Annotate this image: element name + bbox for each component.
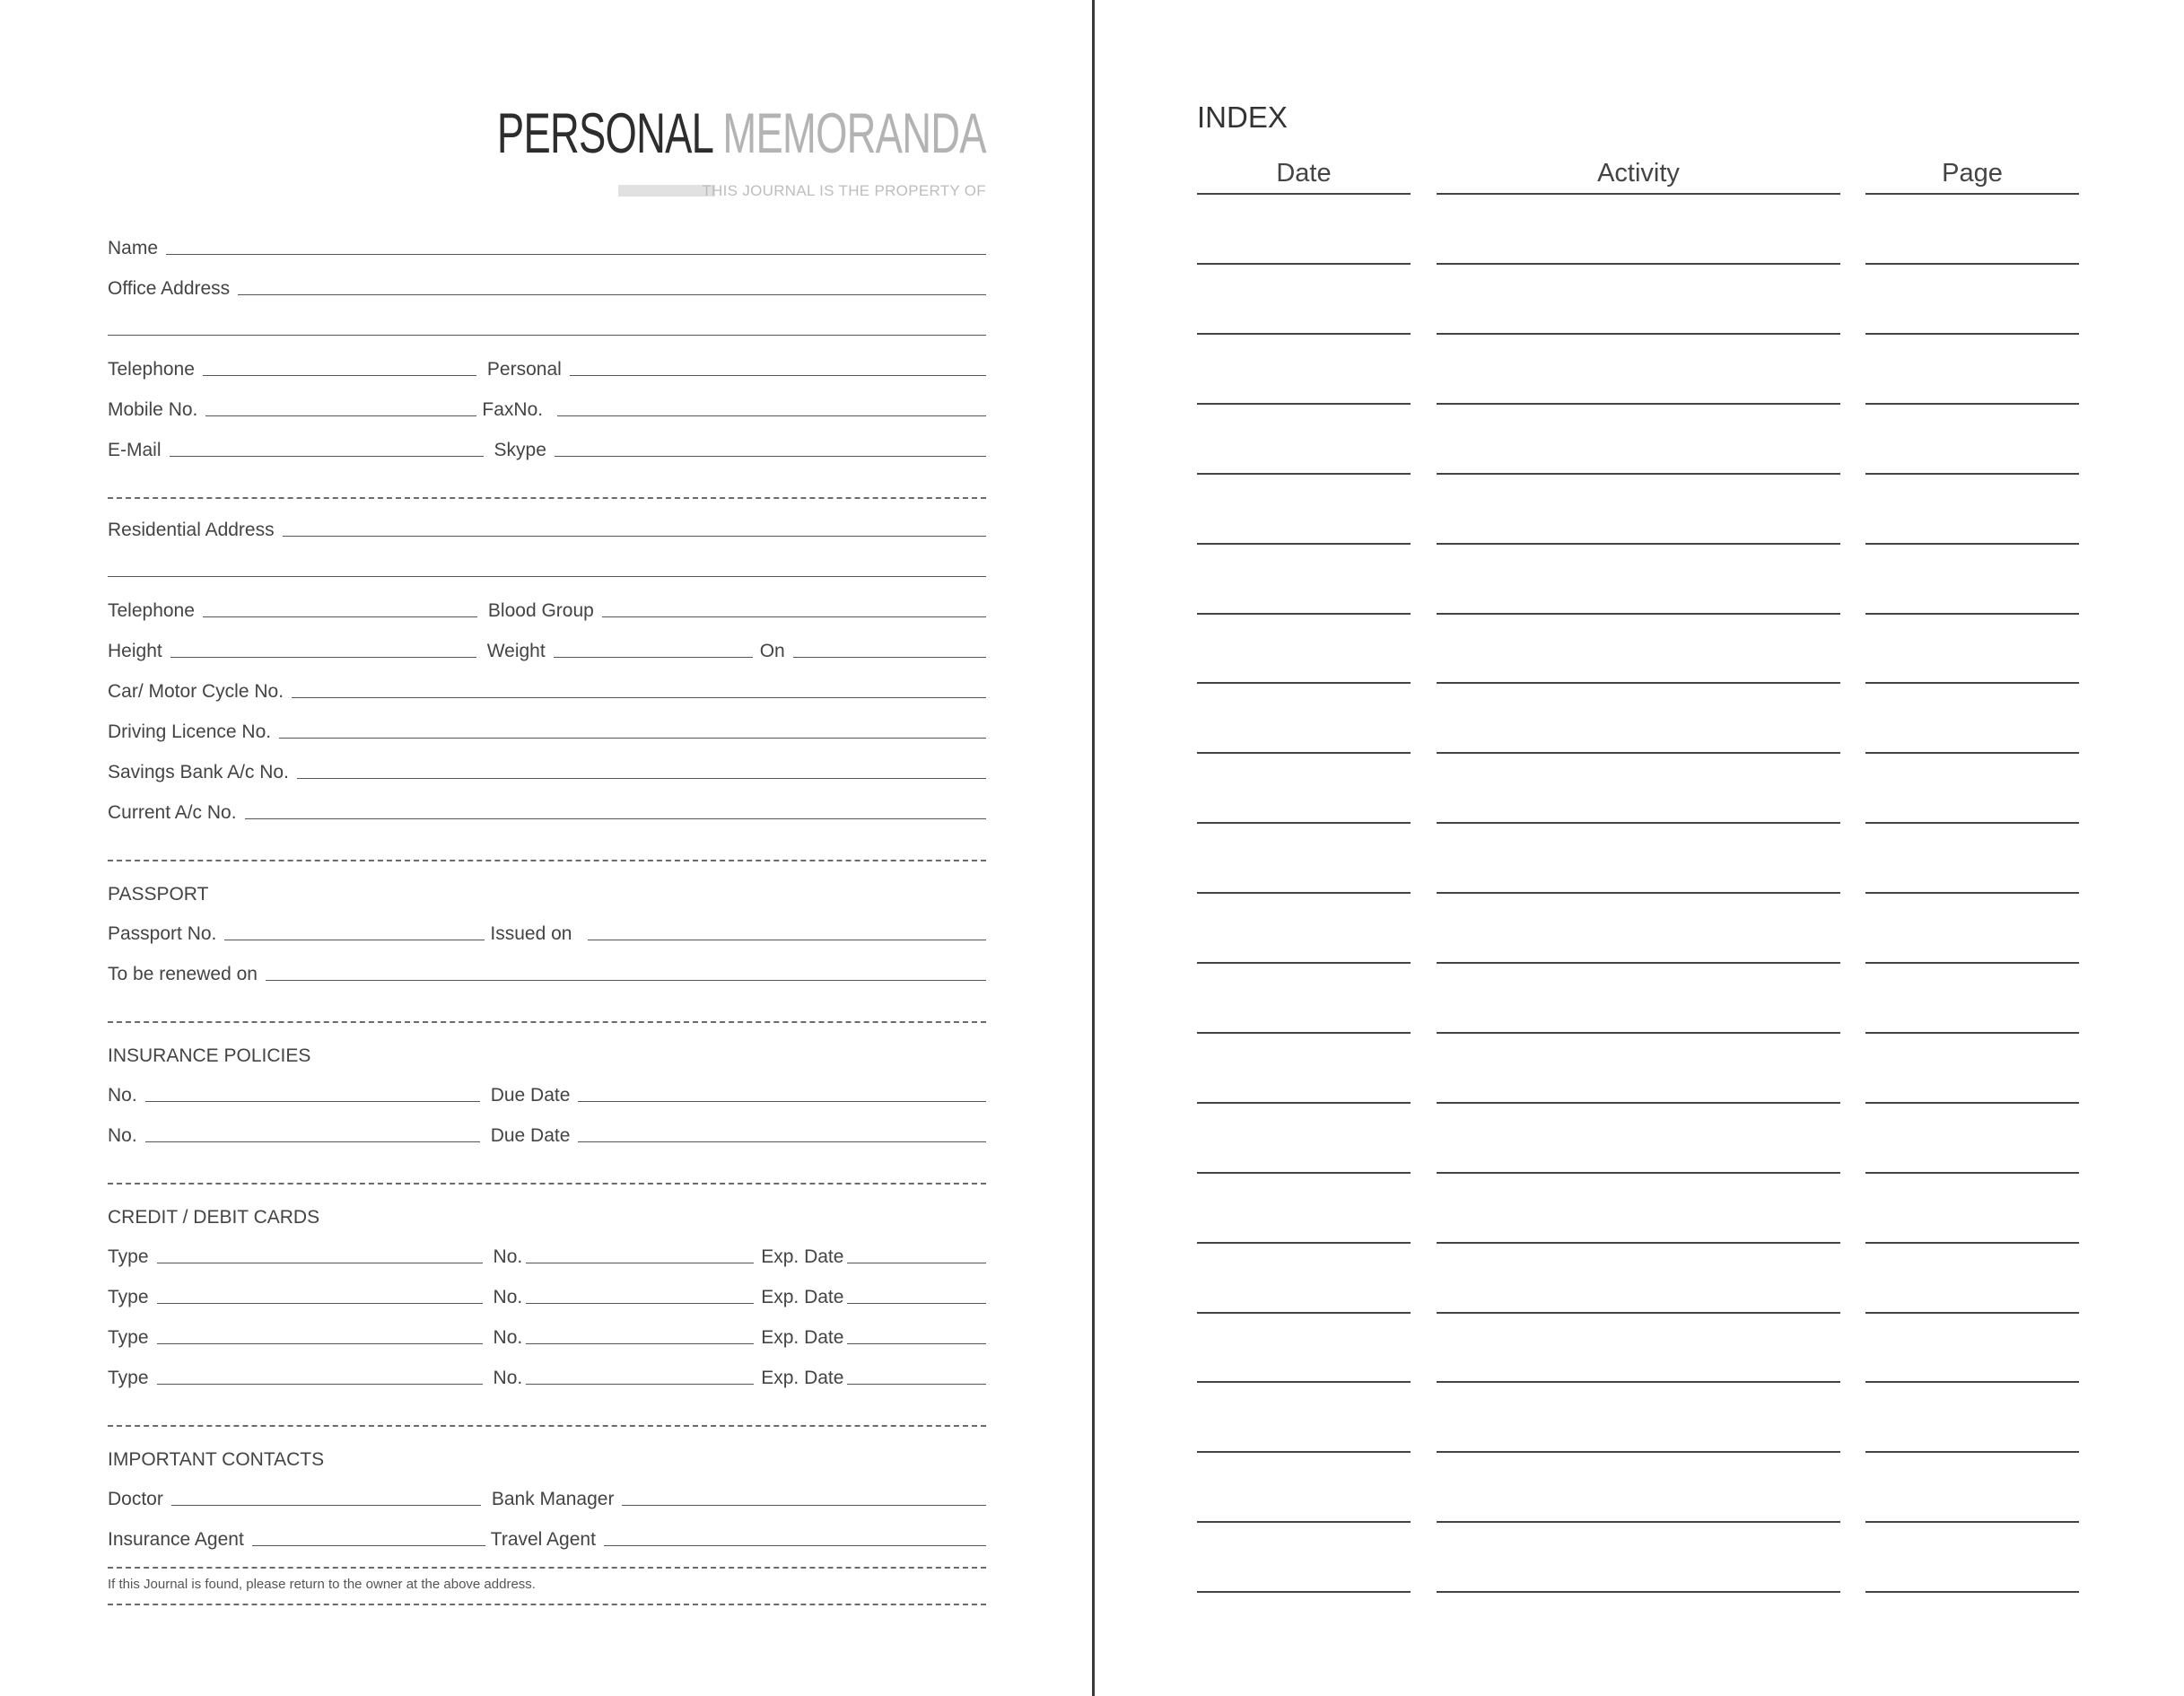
exp-date-label: Exp. Date xyxy=(761,1327,844,1348)
index-activity-line[interactable] xyxy=(1437,1242,1840,1244)
index-page-line[interactable] xyxy=(1865,1591,2079,1593)
savings-label: Savings Bank A/c No. xyxy=(108,762,289,782)
skype-label: Skype xyxy=(494,440,546,460)
due-date-label: Due Date xyxy=(490,1085,571,1106)
mobile-row xyxy=(108,393,986,422)
height-line[interactable] xyxy=(170,657,476,658)
index-page-line[interactable] xyxy=(1865,473,2079,475)
index-header-page: Page xyxy=(1865,159,2079,195)
current-line[interactable] xyxy=(245,818,986,819)
section-divider xyxy=(108,860,986,861)
return-note: If this Journal is found, please return to the owner at the above address. xyxy=(108,1577,536,1592)
index-page-line[interactable] xyxy=(1865,1521,2079,1523)
card-row xyxy=(108,1281,986,1309)
cards-heading: CREDIT / DEBIT CARDS xyxy=(108,1207,320,1228)
name-row xyxy=(108,232,986,260)
index-page-line[interactable] xyxy=(1865,263,2079,265)
card-type-line[interactable] xyxy=(157,1303,483,1304)
index-activity-line[interactable] xyxy=(1437,613,1840,615)
index-page-line[interactable] xyxy=(1865,543,2079,545)
index-date-line[interactable] xyxy=(1197,1172,1411,1174)
travel-agent-label: Travel Agent xyxy=(490,1529,596,1550)
index-title: INDEX xyxy=(1197,101,1288,134)
index-date-line[interactable] xyxy=(1197,1591,1411,1593)
telephone2-line[interactable] xyxy=(203,616,477,617)
index-activity-line[interactable] xyxy=(1437,822,1840,824)
index-activity-line[interactable] xyxy=(1437,682,1840,684)
index-activity-line[interactable] xyxy=(1437,752,1840,754)
index-page-line[interactable] xyxy=(1865,1172,2079,1174)
index-header-date: Date xyxy=(1197,159,1411,195)
exp-date-line[interactable] xyxy=(847,1343,986,1344)
index-page-line[interactable] xyxy=(1865,822,2079,824)
residential-line[interactable] xyxy=(283,536,986,537)
blood-group-line[interactable] xyxy=(602,616,986,617)
insurance-row xyxy=(108,1119,986,1148)
telephone-label: Telephone xyxy=(108,359,195,380)
issued-on-label: Issued on xyxy=(490,923,572,944)
renew-row xyxy=(108,957,986,986)
book-spine xyxy=(1092,0,1095,1696)
index-activity-line[interactable] xyxy=(1437,543,1840,545)
section-divider xyxy=(108,1604,986,1605)
property-subtitle xyxy=(618,182,986,198)
index-activity-line[interactable] xyxy=(1437,333,1840,335)
index-activity-line[interactable] xyxy=(1437,263,1840,265)
index-page-line[interactable] xyxy=(1865,1381,2079,1383)
on-line[interactable] xyxy=(793,657,986,658)
index-date-line[interactable] xyxy=(1197,1451,1411,1453)
telephone2-row xyxy=(108,594,986,623)
index-page-line[interactable] xyxy=(1865,1451,2079,1453)
card-type-label: Type xyxy=(108,1368,149,1388)
email-line[interactable] xyxy=(170,456,484,457)
renew-line[interactable] xyxy=(266,980,986,981)
card-type-label: Type xyxy=(108,1327,149,1348)
card-no-label: No. xyxy=(493,1246,523,1267)
residential-label: Residential Address xyxy=(108,520,275,540)
index-page-line[interactable] xyxy=(1865,1312,2079,1314)
index-date-line[interactable] xyxy=(1197,1381,1411,1383)
index-activity-line[interactable] xyxy=(1437,962,1840,964)
index-date-line[interactable] xyxy=(1197,473,1411,475)
height-label: Height xyxy=(108,641,162,661)
office-address-row-2 xyxy=(108,312,986,341)
index-page-line[interactable] xyxy=(1865,752,2079,754)
insurance-no-line[interactable] xyxy=(145,1141,480,1142)
agent-row xyxy=(108,1523,986,1552)
driving-licence-line[interactable] xyxy=(279,738,986,739)
title-light: MEMORANDA xyxy=(722,102,986,165)
index-page-line[interactable] xyxy=(1865,962,2079,964)
index-page-line[interactable] xyxy=(1865,333,2079,335)
office-address-row xyxy=(108,272,986,301)
index-date-line[interactable] xyxy=(1197,682,1411,684)
personal-label: Personal xyxy=(486,359,562,380)
savings-row xyxy=(108,756,986,784)
telephone-line[interactable] xyxy=(203,375,476,376)
card-no-line[interactable] xyxy=(526,1384,754,1385)
insurance-no-label: No. xyxy=(108,1085,137,1106)
index-activity-line[interactable] xyxy=(1437,892,1840,894)
card-no-label: No. xyxy=(493,1287,523,1307)
passport-row xyxy=(108,917,986,946)
height-row xyxy=(108,634,986,663)
index-date-line[interactable] xyxy=(1197,1521,1411,1523)
index-activity-line[interactable] xyxy=(1437,1381,1840,1383)
contacts-heading: IMPORTANT CONTACTS xyxy=(108,1449,325,1470)
index-page-line[interactable] xyxy=(1865,892,2079,894)
index-date-line[interactable] xyxy=(1197,962,1411,964)
telephone-row xyxy=(108,353,986,381)
index-date-line[interactable] xyxy=(1197,1102,1411,1104)
insurance-no-line[interactable] xyxy=(145,1101,480,1102)
card-no-line[interactable] xyxy=(526,1303,754,1304)
renew-label: To be renewed on xyxy=(108,964,258,984)
insurance-agent-label: Insurance Agent xyxy=(108,1529,244,1550)
index-page-line[interactable] xyxy=(1865,1102,2079,1104)
savings-line[interactable] xyxy=(297,778,986,779)
vehicle-label: Car/ Motor Cycle No. xyxy=(108,681,284,702)
office-address-line-2[interactable] xyxy=(108,335,986,336)
mobile-line[interactable] xyxy=(205,415,476,416)
current-label: Current A/c No. xyxy=(108,802,237,823)
travel-agent-line[interactable] xyxy=(604,1545,986,1546)
index-date-line[interactable] xyxy=(1197,1312,1411,1314)
due-date-line[interactable] xyxy=(578,1101,986,1102)
office-address-label: Office Address xyxy=(108,278,231,299)
on-label: On xyxy=(759,641,785,661)
index-page-line[interactable] xyxy=(1865,1242,2079,1244)
personal-line[interactable] xyxy=(570,375,986,376)
due-date-line[interactable] xyxy=(578,1141,986,1142)
fax-line[interactable] xyxy=(557,415,986,416)
bank-manager-line[interactable] xyxy=(622,1505,986,1506)
index-page-line[interactable] xyxy=(1865,403,2079,405)
exp-date-label: Exp. Date xyxy=(761,1368,844,1388)
index-header-activity: Activity xyxy=(1437,159,1840,195)
index-date-line[interactable] xyxy=(1197,1242,1411,1244)
index-activity-line[interactable] xyxy=(1437,473,1840,475)
exp-date-line[interactable] xyxy=(847,1384,986,1385)
index-date-line[interactable] xyxy=(1197,752,1411,754)
index-activity-line[interactable] xyxy=(1437,1102,1840,1104)
bank-manager-label: Bank Manager xyxy=(491,1489,615,1509)
index-activity-line[interactable] xyxy=(1437,1172,1840,1174)
index-page-line[interactable] xyxy=(1865,682,2079,684)
index-activity-line[interactable] xyxy=(1437,403,1840,405)
card-row xyxy=(108,1321,986,1350)
email-label: E-Mail xyxy=(108,440,162,460)
name-line[interactable] xyxy=(166,254,986,255)
section-divider xyxy=(108,1567,986,1569)
index-date-line[interactable] xyxy=(1197,892,1411,894)
skype-line[interactable] xyxy=(555,456,986,457)
index-date-line[interactable] xyxy=(1197,333,1411,335)
current-row xyxy=(108,796,986,825)
exp-date-label: Exp. Date xyxy=(761,1246,844,1267)
doctor-label: Doctor xyxy=(108,1489,163,1509)
section-divider xyxy=(108,1183,986,1185)
card-no-label: No. xyxy=(493,1368,523,1388)
blood-group-label: Blood Group xyxy=(487,600,594,621)
vehicle-line[interactable] xyxy=(292,697,986,698)
card-type-label: Type xyxy=(108,1246,149,1267)
card-no-line[interactable] xyxy=(526,1343,754,1344)
exp-date-label: Exp. Date xyxy=(761,1287,844,1307)
passport-heading: PASSPORT xyxy=(108,884,209,905)
doctor-line[interactable] xyxy=(171,1505,481,1506)
subtitle-bar xyxy=(618,185,715,197)
residential-row xyxy=(108,513,986,542)
index-page-line[interactable] xyxy=(1865,1032,2079,1034)
index-page-line[interactable] xyxy=(1865,613,2079,615)
card-row xyxy=(108,1240,986,1269)
exp-date-line[interactable] xyxy=(847,1303,986,1304)
due-date-label: Due Date xyxy=(490,1125,571,1146)
mobile-label: Mobile No. xyxy=(108,399,198,420)
insurance-no-label: No. xyxy=(108,1125,137,1146)
doctor-row xyxy=(108,1482,986,1511)
section-divider xyxy=(108,1425,986,1427)
memoranda-title xyxy=(497,102,986,176)
section-divider xyxy=(108,497,986,499)
index-date-line[interactable] xyxy=(1197,822,1411,824)
index-date-line[interactable] xyxy=(1197,403,1411,405)
weight-label: Weight xyxy=(486,641,546,661)
card-row xyxy=(108,1361,986,1390)
title-dark: PERSONAL xyxy=(497,102,712,165)
driving-licence-row xyxy=(108,715,986,744)
index-date-line[interactable] xyxy=(1197,543,1411,545)
insurance-row xyxy=(108,1079,986,1107)
name-label: Name xyxy=(108,238,159,258)
insurance-heading: INSURANCE POLICIES xyxy=(108,1045,311,1066)
index-activity-line[interactable] xyxy=(1437,1312,1840,1314)
card-type-label: Type xyxy=(108,1287,149,1307)
office-address-line[interactable] xyxy=(238,294,986,295)
weight-line[interactable] xyxy=(554,657,753,658)
index-date-line[interactable] xyxy=(1197,1032,1411,1034)
passport-number-label: Passport No. xyxy=(108,923,217,944)
index-date-line[interactable] xyxy=(1197,263,1411,265)
insurance-agent-line[interactable] xyxy=(252,1545,485,1546)
driving-licence-label: Driving Licence No. xyxy=(108,721,272,742)
section-divider xyxy=(108,1021,986,1023)
index-activity-line[interactable] xyxy=(1437,1521,1840,1523)
telephone2-label: Telephone xyxy=(108,600,195,621)
index-activity-line[interactable] xyxy=(1437,1591,1840,1593)
vehicle-row xyxy=(108,675,986,704)
residential-row-2 xyxy=(108,554,986,582)
index-activity-line[interactable] xyxy=(1437,1451,1840,1453)
card-no-label: No. xyxy=(493,1327,523,1348)
index-date-line[interactable] xyxy=(1197,613,1411,615)
card-type-line[interactable] xyxy=(157,1343,483,1344)
email-row xyxy=(108,433,986,462)
subtitle-text: THIS JOURNAL IS THE PROPERTY OF xyxy=(702,182,986,199)
residential-line-2[interactable] xyxy=(108,576,986,577)
fax-label: FaxNo. xyxy=(482,399,544,420)
card-type-line[interactable] xyxy=(157,1384,483,1385)
index-activity-line[interactable] xyxy=(1437,1032,1840,1034)
